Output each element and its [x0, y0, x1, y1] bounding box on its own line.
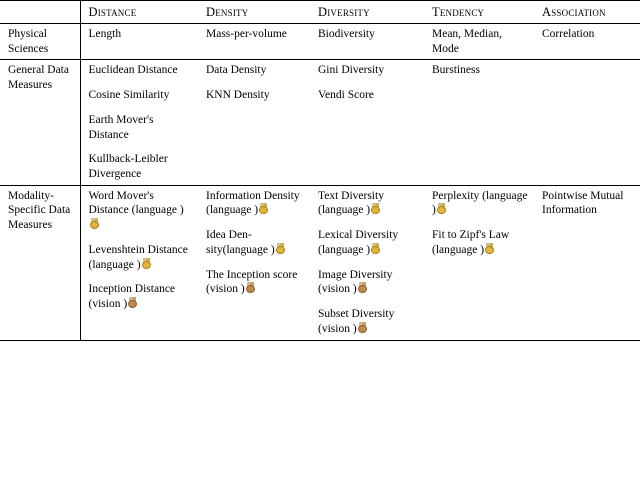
- cell-physical-diversity: [310, 24, 424, 60]
- cell-general-tendency: [424, 60, 534, 185]
- cell-modality-diversity: [310, 185, 424, 340]
- gold-medal-icon: [437, 203, 446, 214]
- entry: Kullback-Leibler Divergence: [88, 153, 168, 181]
- entry-text: Perplexity (language ): [432, 189, 528, 217]
- entry: Correlation: [542, 28, 595, 40]
- entry-text: Inception Distance (vision ): [88, 283, 176, 311]
- row-label-general-data-measures: General Data Measures: [0, 60, 80, 185]
- cell-physical-density: [198, 24, 310, 60]
- bronze-medal-icon: [358, 282, 367, 293]
- gold-medal-icon: [276, 243, 285, 254]
- header-cell-density: Density: [198, 1, 310, 24]
- entry: Gini Diversity: [318, 64, 385, 77]
- cell-physical-tendency: [424, 24, 534, 60]
- cell-physical-distance: [80, 24, 198, 60]
- entry: [89, 189, 193, 233]
- entry: Vendi Score: [318, 89, 374, 102]
- entry: [318, 228, 418, 257]
- cell-modality-tendency: [424, 185, 534, 340]
- gold-medal-icon: [90, 218, 99, 229]
- entry-text: Idea Den-sity(language ): [206, 229, 275, 256]
- entry-text: The Inception score (vision ): [206, 268, 298, 296]
- bronze-medal-icon: [358, 322, 367, 333]
- table-row-physical-sciences: [0, 24, 640, 60]
- entry-text: Levenshtein Distance (language ): [88, 243, 188, 271]
- header-cell-diversity: Diversity: [310, 1, 424, 24]
- gold-medal-icon: [485, 243, 494, 254]
- cell-general-density: [198, 60, 310, 185]
- entry: Pointwise Mutual Information: [542, 189, 624, 217]
- entry: Cosine Similarity: [88, 89, 170, 102]
- gold-medal-icon: [142, 258, 151, 269]
- cell-modality-distance: [80, 185, 198, 340]
- entry-text: Fit to Zipf's Law (language ): [432, 229, 510, 256]
- cell-physical-association: [534, 24, 640, 60]
- entry: Biodiversity: [318, 28, 375, 40]
- entry: Earth Mover's Distance: [88, 113, 154, 141]
- entry: Data Density: [206, 64, 267, 77]
- entry: [318, 307, 418, 336]
- entry-text: Subset Diversity (vision ): [318, 308, 395, 335]
- entry: [206, 228, 304, 257]
- entry-text: Information Density (language ): [206, 189, 300, 217]
- entry-text: Lexical Diversity (language ): [318, 229, 399, 256]
- entry-text: Image Diversity (vision ): [318, 268, 393, 296]
- header-row: [0, 1, 640, 24]
- cell-modality-density: [198, 185, 310, 340]
- table-row-modality-specific: [0, 185, 640, 340]
- header-cell-distance: Distance: [80, 1, 198, 24]
- row-label-physical-sciences: Physical Sciences: [0, 24, 80, 60]
- entry: Length: [88, 28, 122, 40]
- entry: [318, 189, 418, 218]
- entry: Mass-per-volume: [206, 28, 287, 40]
- entry: [206, 189, 304, 218]
- table-header: [0, 1, 640, 24]
- entry: Burstiness: [432, 64, 480, 77]
- entry: [432, 189, 528, 218]
- table-body: [0, 24, 640, 341]
- bronze-medal-icon: [246, 282, 255, 293]
- entry: [89, 282, 193, 311]
- cell-modality-association: [534, 185, 640, 340]
- entry-text: Word Mover's Distance (language ): [88, 189, 184, 217]
- header-cell-tendency: Tendency: [424, 1, 534, 24]
- entry: [89, 243, 193, 272]
- gold-medal-icon: [371, 243, 380, 254]
- entry: KNN Density: [206, 89, 270, 102]
- entry: Euclidean Distance: [88, 64, 178, 77]
- cell-general-distance: [80, 60, 198, 185]
- cell-general-association: [534, 60, 640, 185]
- gold-medal-icon: [259, 203, 268, 214]
- entry: [432, 228, 528, 257]
- header-cell-blank: [0, 1, 80, 24]
- header-cell-association: Association: [534, 1, 640, 24]
- bronze-medal-icon: [128, 297, 137, 308]
- gold-medal-icon: [371, 203, 380, 214]
- entry: Mean, Median, Mode: [432, 28, 502, 55]
- table-row-general-data-measures: [0, 60, 640, 185]
- entry: [318, 268, 418, 297]
- entry: [206, 268, 304, 297]
- cell-general-diversity: [310, 60, 424, 185]
- row-label-modality-specific: Modality-Specific Data Measures: [0, 185, 80, 340]
- entry-text: Text Diversity (language ): [318, 189, 384, 217]
